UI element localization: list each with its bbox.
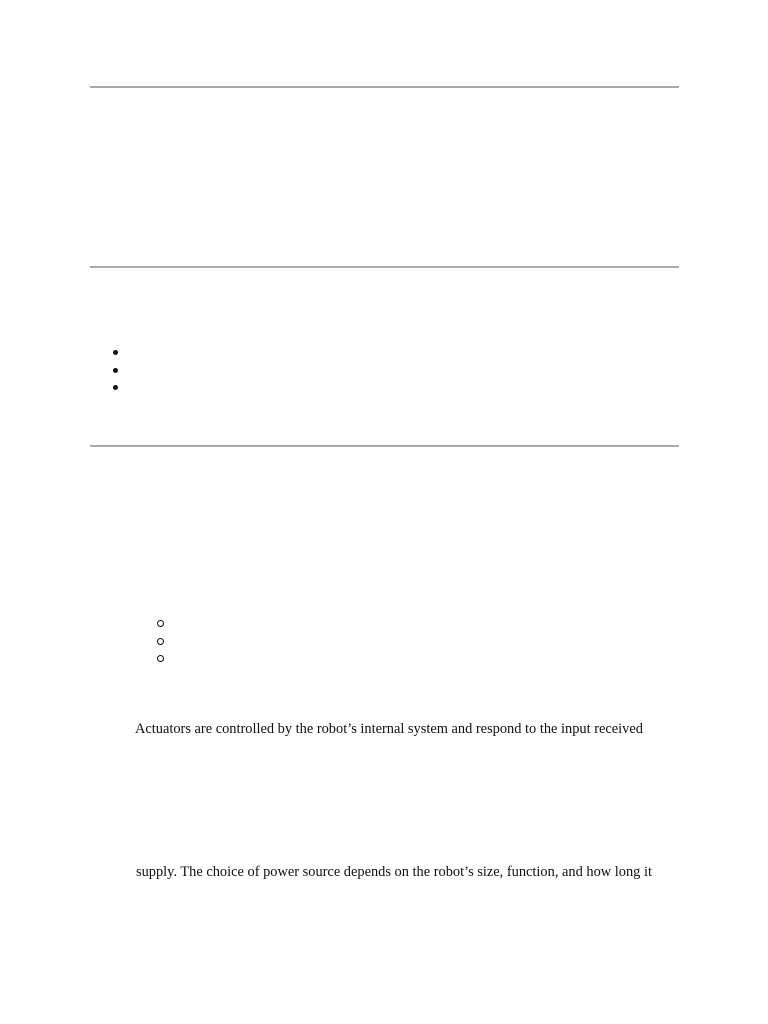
horizontal-rule-1	[90, 86, 679, 88]
horizontal-rule-3	[90, 445, 679, 447]
power-supply-text-line: supply. The choice of power source depends on the robot’s size, function, and how long it	[136, 864, 652, 880]
horizontal-rule-2	[90, 266, 679, 268]
actuators-text-line: Actuators are controlled by the robot’s internal system and respond to the input received	[135, 721, 643, 737]
